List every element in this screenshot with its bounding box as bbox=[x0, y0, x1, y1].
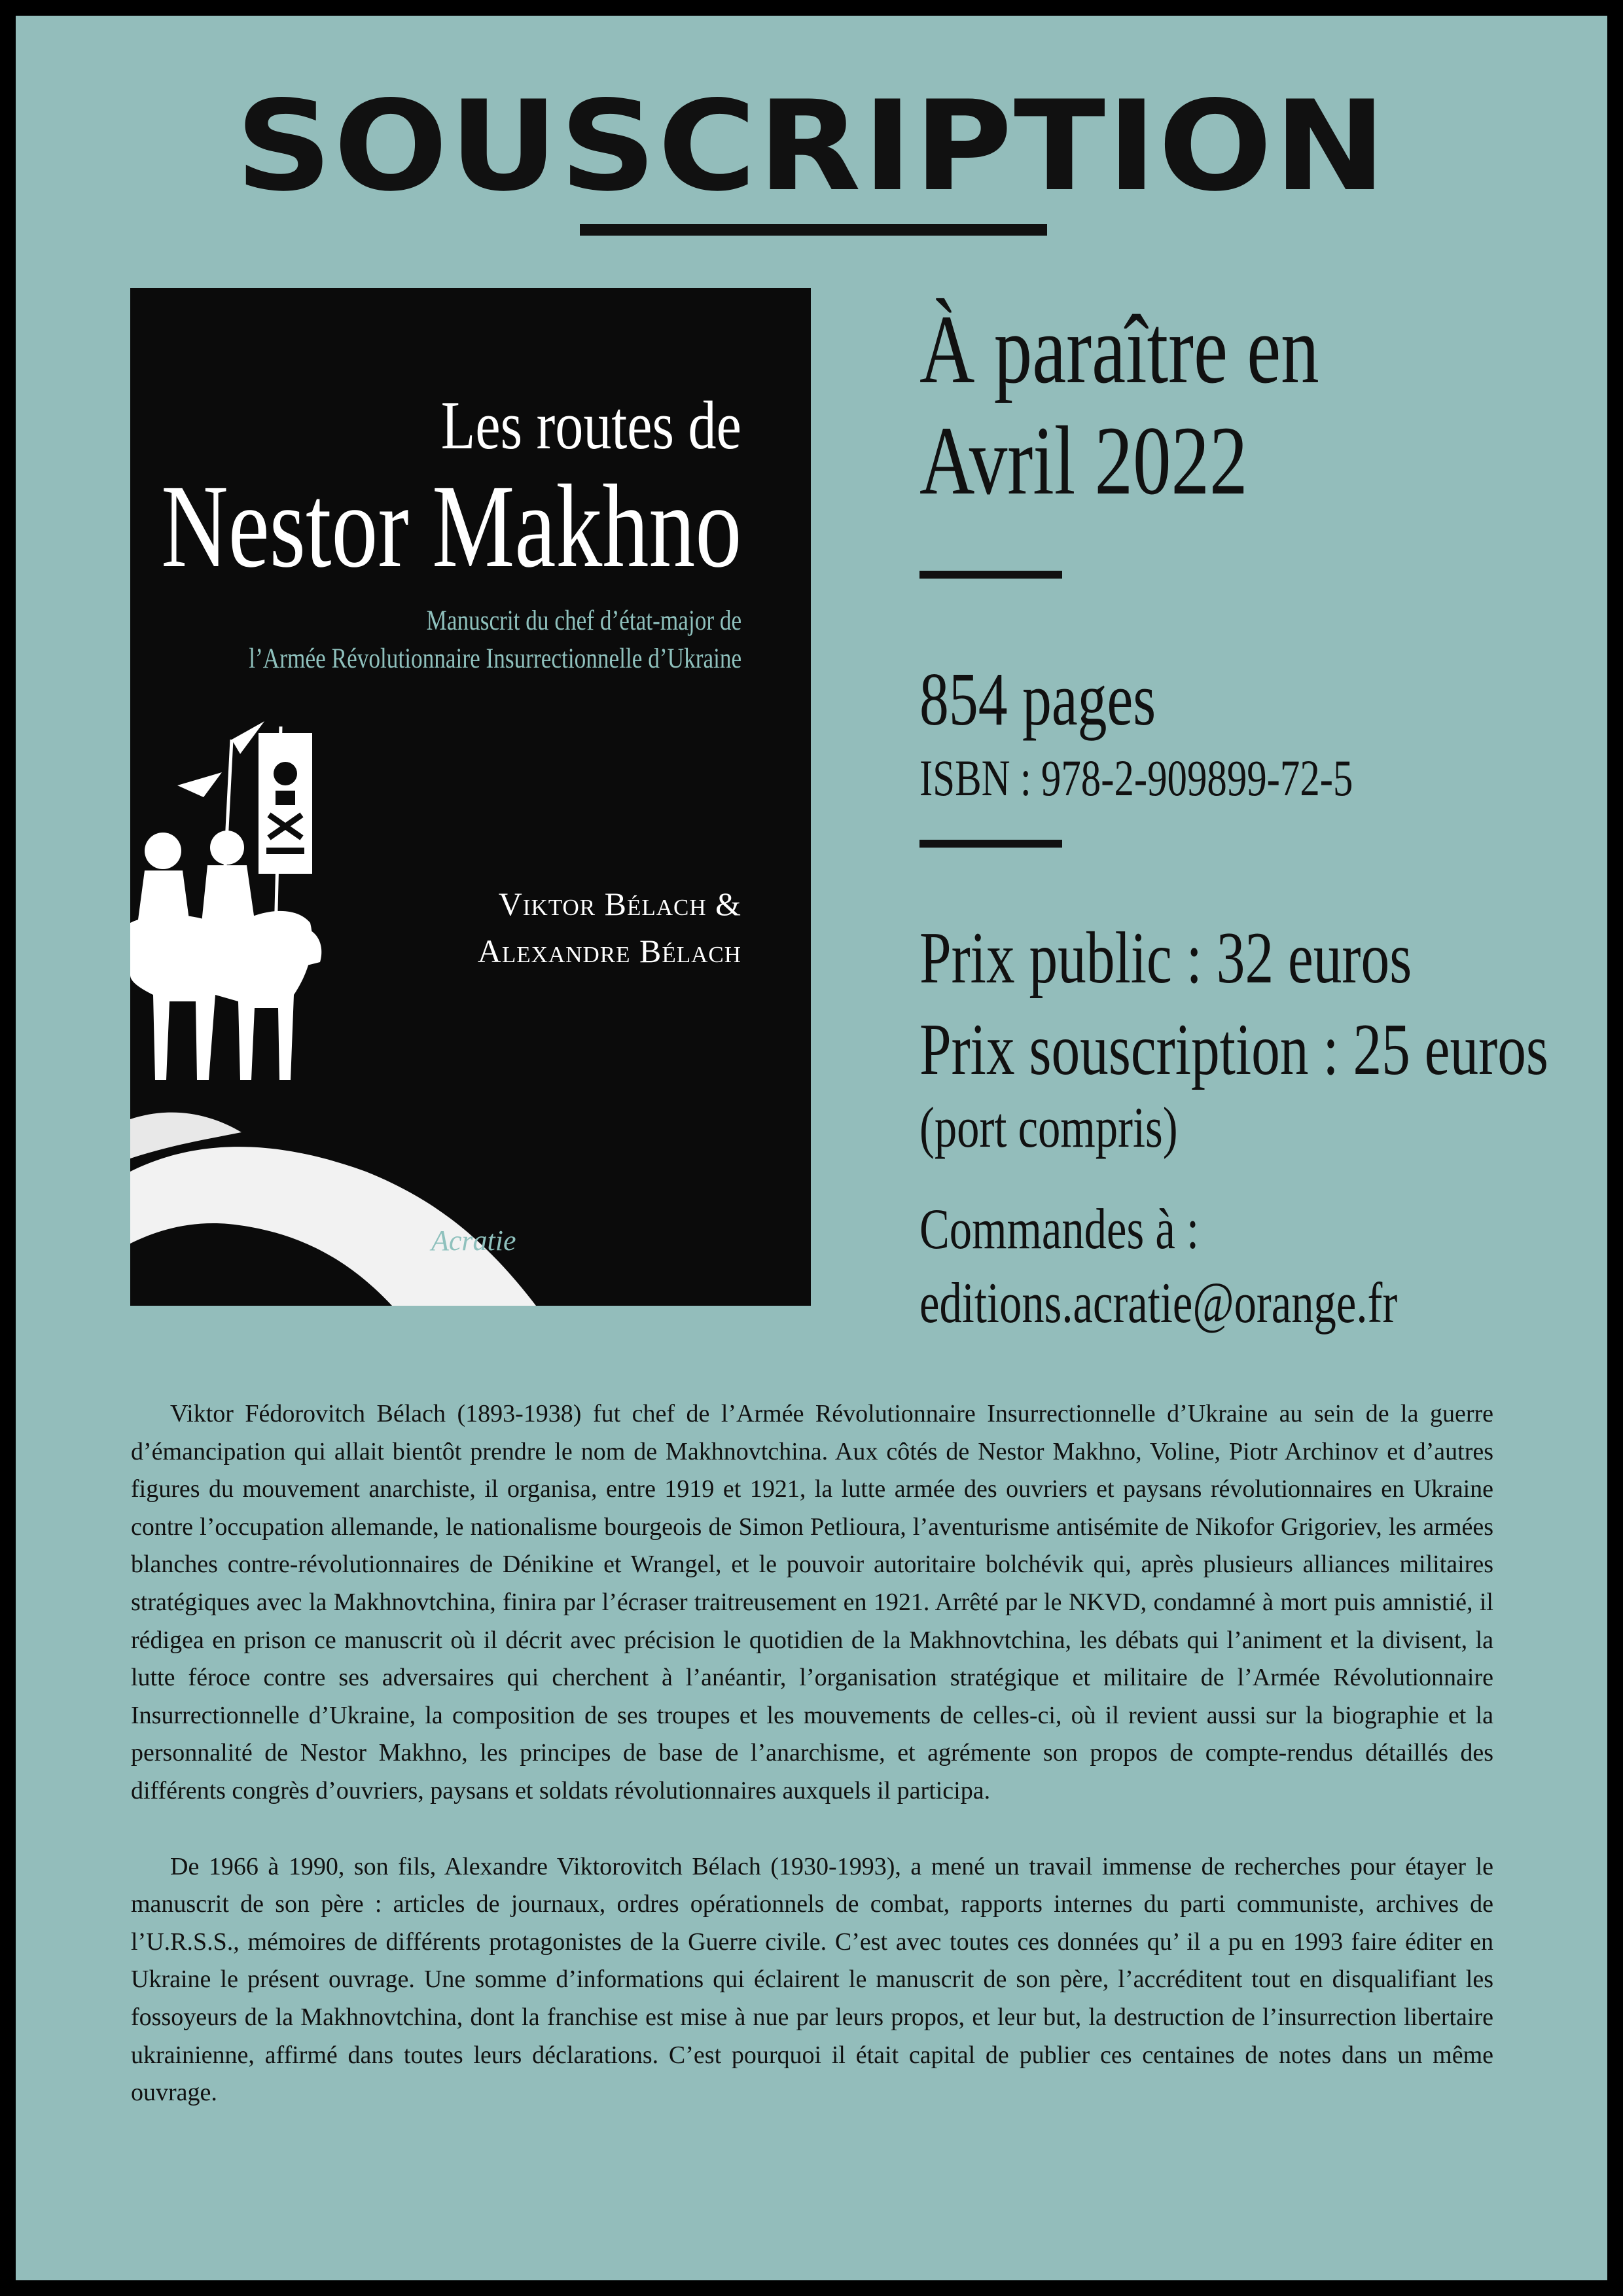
cover-subtitle-line2: l’Armée Révolutionnaire Insurrectionnelle d’Ukraine bbox=[249, 643, 741, 674]
cover-title-line2: Nestor Makhno bbox=[160, 461, 741, 592]
cover-subtitle-line1: Manuscrit du chef d’état-major de bbox=[426, 605, 741, 636]
page-title: SOUSCRIPTION bbox=[235, 74, 1388, 219]
release-info bbox=[919, 294, 1319, 516]
divider-2 bbox=[919, 840, 1062, 848]
price-public: Prix public : 32 euros bbox=[919, 918, 1412, 999]
orders-label: Commandes à : bbox=[919, 1198, 1200, 1261]
divider-1 bbox=[919, 571, 1062, 579]
flyer-page bbox=[16, 16, 1607, 2280]
description bbox=[131, 1395, 1493, 2112]
cover-title-line1: Les routes de bbox=[440, 387, 741, 463]
cover-authors bbox=[478, 880, 741, 975]
release-line1: À paraître en bbox=[919, 295, 1319, 404]
horsemen-with-banners-silhouette-icon bbox=[130, 713, 811, 1306]
description-paragraph-1: Viktor Fédorovitch Bélach (1893-1938) fut chef de l’Armée Révolutionnaire Insurrectionnelle d’Ukraine au sein de la guerre d’émancipation qui allait bientôt prendre le nom de Makhnovtchina. Aux côtés de Nestor Makhno, Voline, Piotr Archinov et d’autres figures du mouvement anarchiste, il organisa, entre 1919 et 1921, la lutte armée des ouvriers et paysans révolutionnaires en Ukraine contre l’occupation allemande, le nationalisme bourgeois de Simon Petlioura, l’aventurisme antisémite de Nikofor Grigoriev, les armées blanches contre-révolutionnaires de Dénikine et Wrangel, et le pouvoir autoritaire bolchévik qui, après plusieurs alliances militaires stratégiques avec la Makhnovtchina, finira par l’écraser traitreusement en 1921. Arrêté par le NKVD, condamné à mort puis amnistié, il rédigea en prison ce manuscrit où il décrit avec précision le quotidien de la Makhnovtchina, les débats qui l’animent et la divisent, la lutte féroce contre ses adversaires qui cherchent à l’anéantir, l’organisation stratégique et militaire de l’Armée Révolutionnaire Insurrectionnelle d’Ukraine, la composition de ses troupes et les mouvements de celles-ci, où il revient aussi sur la biographie et la personnalité de Nestor Makhno, les principes de base de l’anarchisme, et agrémente son propos de compte-rendus détaillés des différents congrès d’ouvriers, paysans et soldats révolutionnaires auxquels il participa. bbox=[131, 1400, 1493, 1804]
release-line2: Avril 2022 bbox=[919, 406, 1248, 515]
cover-author-1: Viktor Bélach & bbox=[498, 886, 741, 922]
isbn: ISBN : 978-2-909899-72-5 bbox=[919, 749, 1353, 806]
shipping-note: (port compris) bbox=[919, 1096, 1178, 1160]
cover-author-2: Alexandre Bélach bbox=[477, 933, 741, 969]
description-paragraph-2: De 1966 à 1990, son fils, Alexandre Viktorovitch Bélach (1930-1993), a mené un travail immense de recherches pour étayer le manuscrit de son père : articles de journaux, ordres opérationnels de combat, rapports internes du parti communiste, archives de l’U.R.S.S., mémoires de différents protagonistes de la Guerre civile. C’est avec toutes ces données qu’ il a pu en 1993 faire éditer en Ukraine le présent ouvrage. Une somme d’informations qui éclairent le manuscrit de son père, l’accréditent tout en disqualifiant les fossoyeurs de la Makhnovtchina, dont la franchise est mise à nue par leurs propos, et leur but, la destruction de l’insurrection libertaire ukrainienne, affirmé dans toutes leurs déclarations. C’est pourquoi il était capital de publier ces centaines de notes dans un même ouvrage. bbox=[131, 1852, 1493, 2107]
cover-subtitle bbox=[249, 602, 741, 678]
price-subscription: Prix souscription : 25 euros bbox=[919, 1009, 1548, 1090]
cover-publisher: Acratie bbox=[431, 1225, 516, 1257]
title-underline bbox=[580, 224, 1047, 236]
orders-email: editions.acratie@orange.fr bbox=[919, 1272, 1398, 1335]
book-cover bbox=[130, 288, 811, 1306]
page-count: 854 pages bbox=[919, 658, 1156, 741]
